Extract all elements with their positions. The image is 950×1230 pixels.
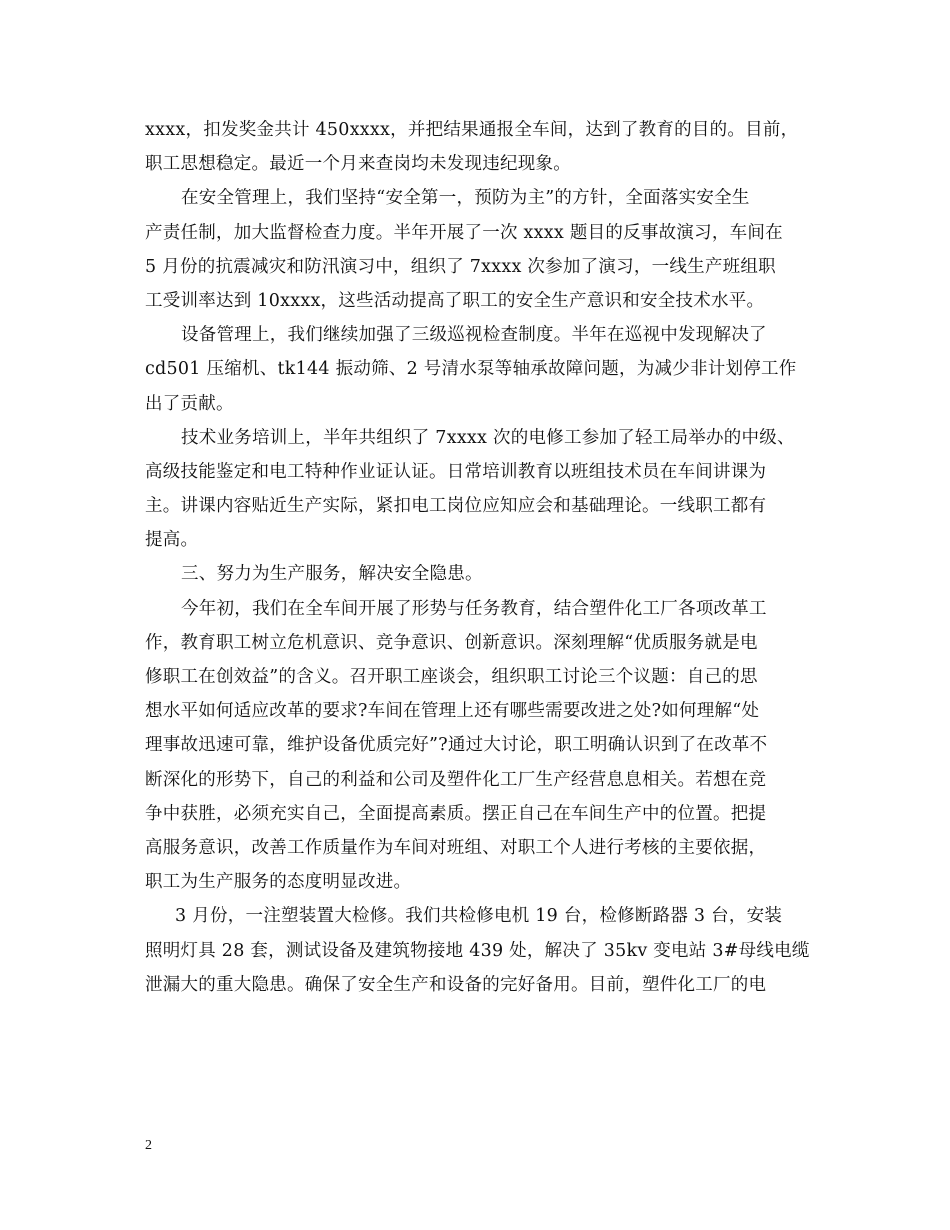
text-line: 职工思想稳定。最近一个月来查岗均未发现违纪现象。 [145,154,571,175]
text-line: 3 月份，一注塑装置大检修。我们共检修电机 19 台，检修断路器 3 台，安装 [175,906,783,927]
text-line: cd501 压缩机、tk144 振动筛、2 号清水泵等轴承故障问题，为减少非计划停工作 [145,359,797,380]
text-line: 想水平如何适应改革的要求?车间在管理上还有哪些需要改进之处?如何理解“处 [145,701,760,722]
text-line: 设备管理上，我们继续加强了三级巡视检查制度。半年在巡视中发现解决了 [181,325,767,346]
text-line: 高级技能鉴定和电工特种作业证认证。日常培训教育以班组技术员在车间讲课为 [145,461,767,482]
text-line: 主。讲课内容贴近生产实际，紧扣电工岗位应知应会和基础理论。一线职工都有 [145,496,767,517]
text-line: 争中获胜，必须充实自己，全面提高素质。摆正自己在车间生产中的位置。把提 [145,803,767,824]
text-line: 职工为生产服务的态度明显改进。 [145,872,412,893]
text-line: 断深化的形势下，自己的利益和公司及塑件化工厂生产经营息息相关。若想在竞 [145,769,767,790]
text-line: 高服务意识，改善工作质量作为车间对班组、对职工个人进行考核的主要依据， [145,837,767,858]
text-line: 照明灯具 28 套，测试设备及建筑物接地 439 处，解决了 35kv 变电站 3#母线电缆 [145,940,810,961]
text-line: 提高。 [145,530,199,551]
section-heading: 三、努力为生产服务，解决安全隐患。 [181,564,483,585]
text-line: 在安全管理上，我们坚持“安全第一，预防为主”的方针，全面落实安全生 [181,188,750,209]
text-line: 今年初，我们在全车间开展了形势与任务教育，结合塑件化工厂各项改革工 [181,598,767,619]
text-line: xxxx，扣发奖金共计 450xxxx，并把结果通报全车间，达到了教育的目的。目前， [145,120,799,140]
text-line: 工受训率达到 10xxxx，这些活动提高了职工的安全生产意识和安全技术水平。 [145,290,765,311]
text-line: 作，教育职工树立危机意识、竞争意识、创新意识。深刻理解“优质服务就是电 [145,632,758,653]
document-body [145,113,810,1002]
text-line: 出了贡献。 [145,393,234,414]
text-line: 理事故迅速可靠，维护设备优质完好”?通过大讨论，职工明确认识到了在改革不 [145,735,768,756]
text-line: 5 月份的抗震减灾和防汛演习中，组织了 7xxxx 次参加了演习，一线生产班组职 [145,256,776,277]
text-line: 修职工在创效益”的含义。召开职工座谈会，组织职工讨论三个议题：自己的思 [145,667,758,687]
text-line: 技术业务培训上，半年共组织了 7xxxx 次的电修工参加了轻工局举办的中级、 [181,427,795,448]
text-line: 泄漏大的重大隐患。确保了安全生产和设备的完好备用。目前，塑件化工厂的电 [145,974,767,995]
page-number: 2 [145,1138,152,1153]
text-line: 产责任制，加大监督检查力度。半年开展了一次 xxxx 题目的反事故演习，车间在 [145,222,783,243]
